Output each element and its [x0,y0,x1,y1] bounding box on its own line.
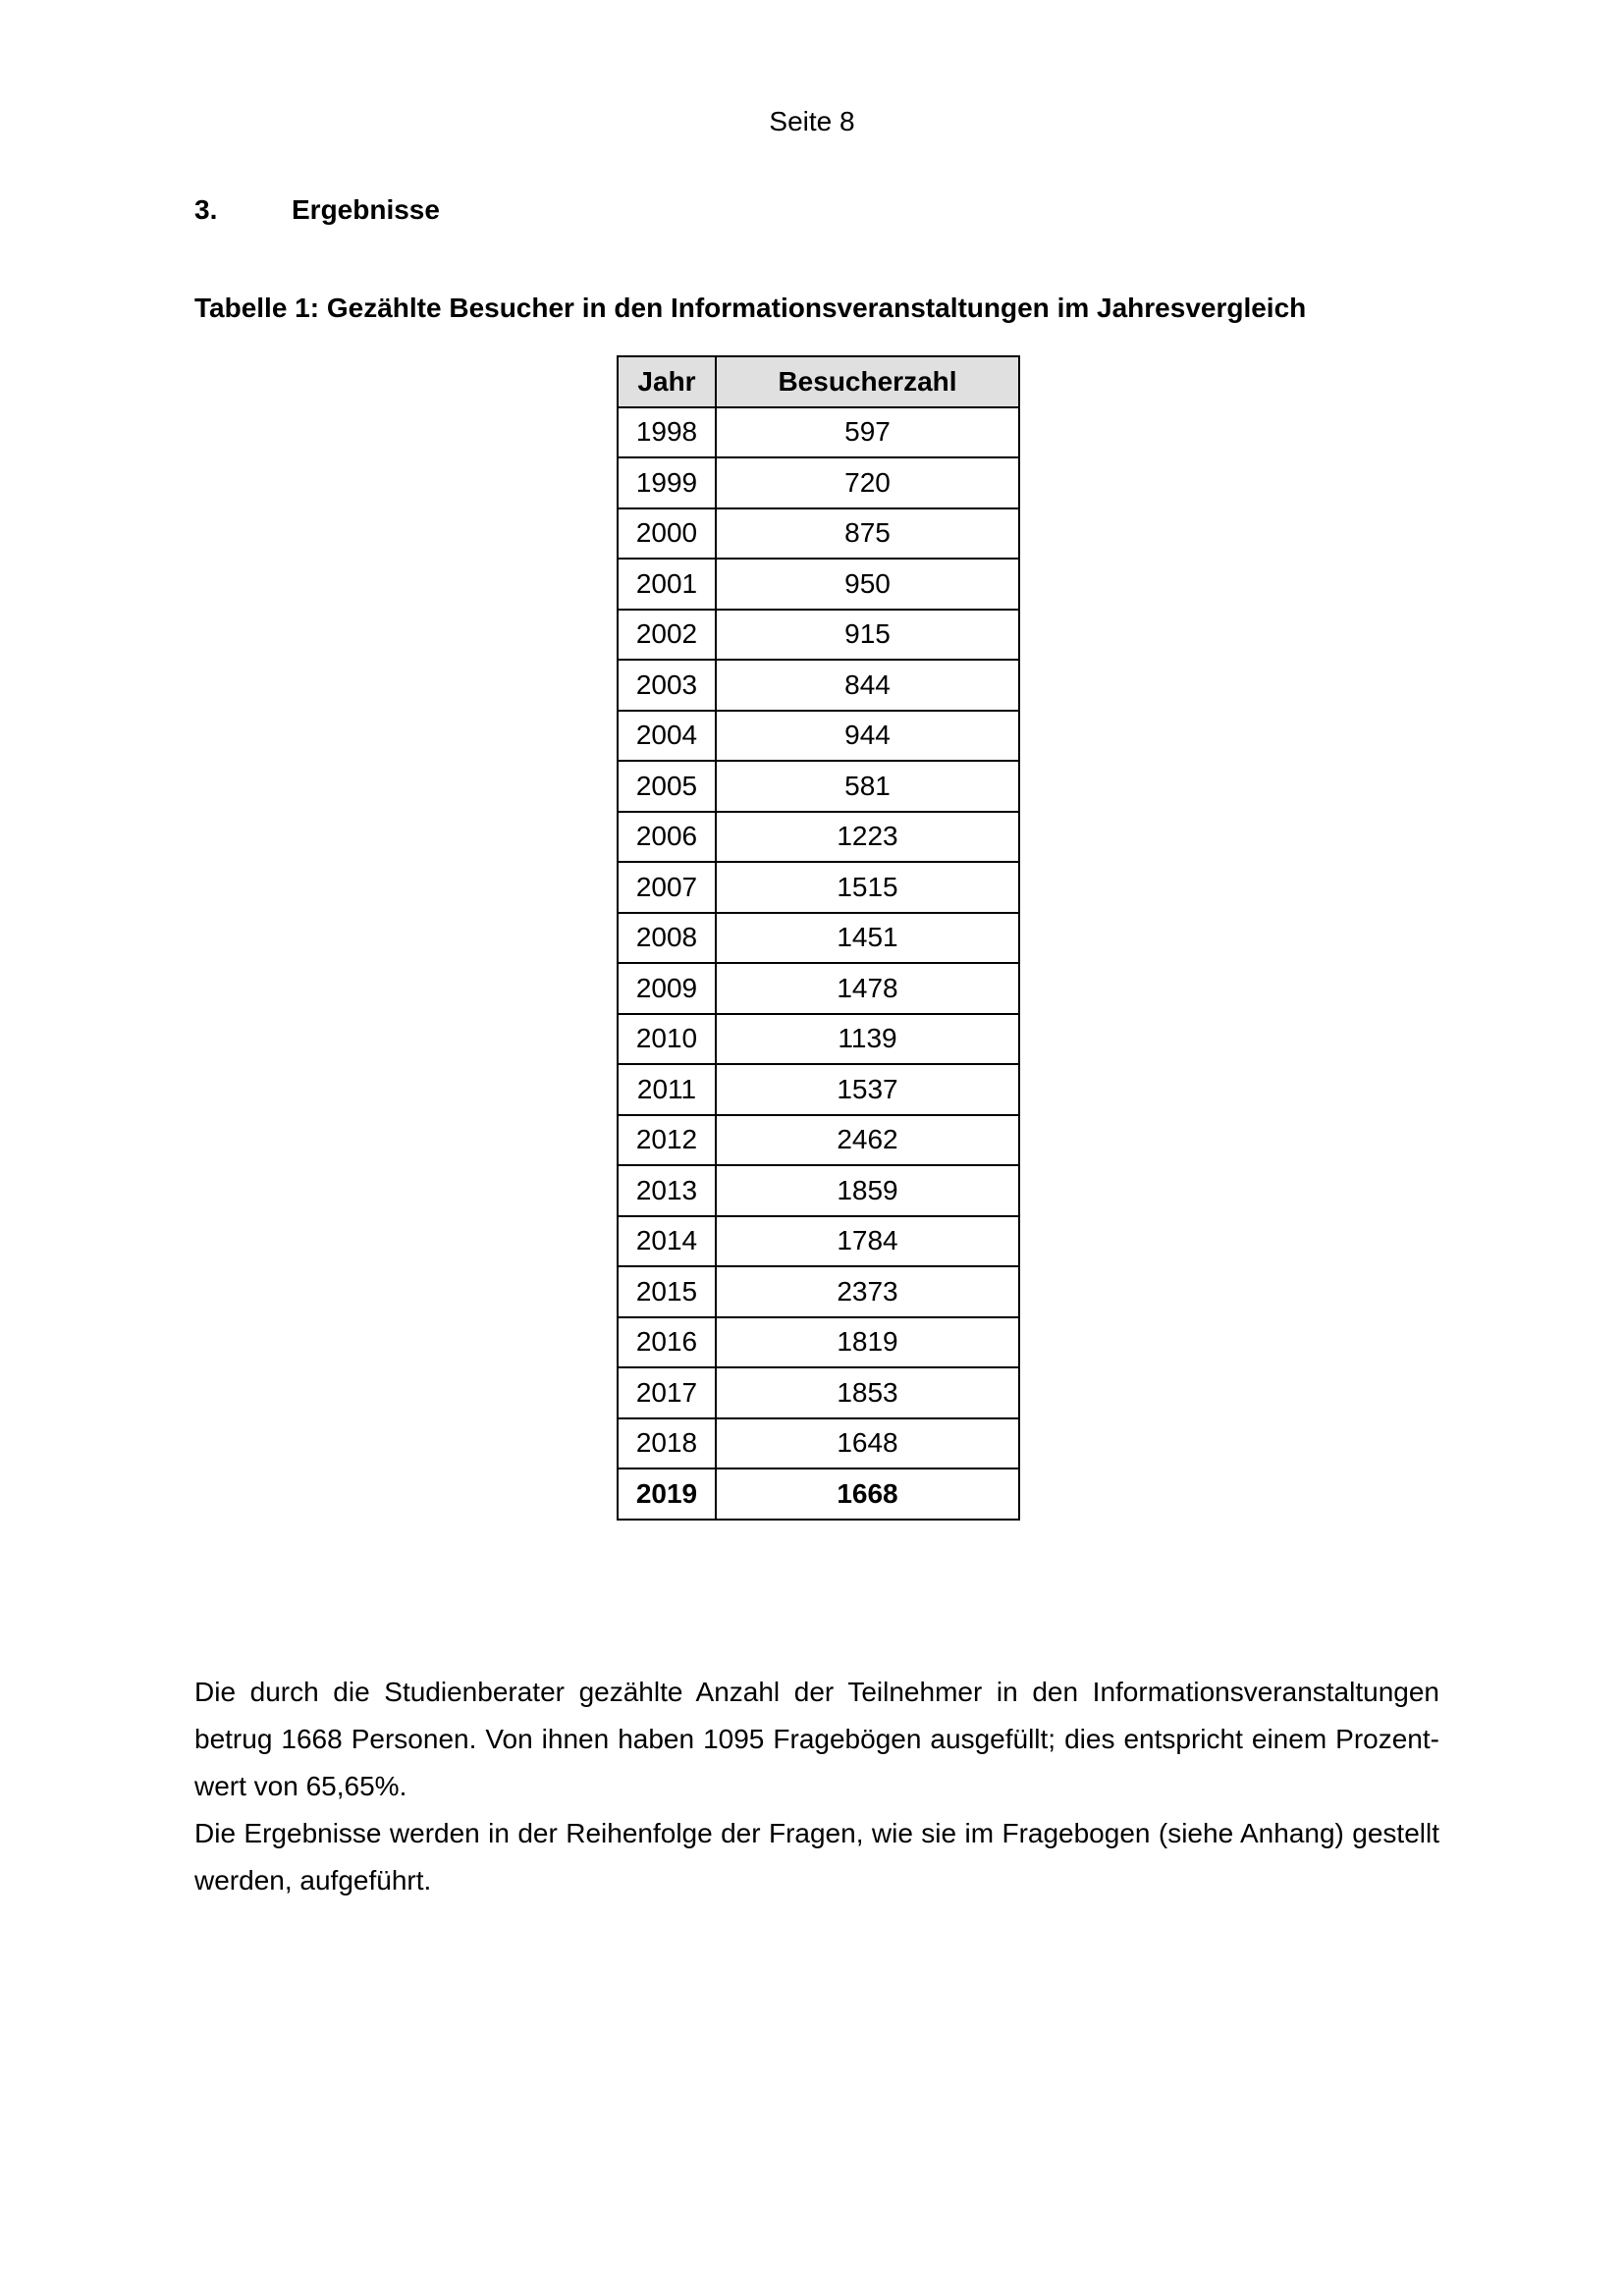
table-row [618,1165,1019,1216]
table-row [618,711,1019,762]
table-row [618,610,1019,661]
visitor-count-cell: 1859 [716,1165,1019,1216]
table-row [618,457,1019,508]
table-row-current-year [618,1468,1019,1520]
table-row [618,559,1019,610]
visitor-count-cell: 720 [716,457,1019,508]
table-row [618,1418,1019,1469]
body-paragraph: Die Ergebnisse werden in der Reihenfolge der Fragen, wie sie im Fragebogen (siehe Anhang) gestellt werden, aufgeführt. [194,1818,1439,1896]
visitor-count-cell: 1819 [716,1317,1019,1368]
table-row [618,812,1019,863]
visitor-count-cell: 2373 [716,1266,1019,1317]
table-row [618,407,1019,458]
page-header: Seite 8 [769,106,855,136]
year-cell: 2017 [618,1367,716,1418]
year-cell: 2007 [618,862,716,913]
table-row [618,1266,1019,1317]
year-cell: 2000 [618,508,716,560]
section-heading [194,192,440,228]
visitor-count-cell: 597 [716,407,1019,458]
visitor-count-cell: 581 [716,761,1019,812]
column-header-year: Jahr [618,356,716,407]
visitor-count-cell: 950 [716,559,1019,610]
visitor-count-cell: 875 [716,508,1019,560]
body-text [194,1669,1439,1904]
year-cell: 2003 [618,660,716,711]
year-cell: 2008 [618,913,716,964]
visitor-count-cell: 1668 [716,1468,1019,1520]
year-cell: 1998 [618,407,716,458]
table-row [618,1064,1019,1115]
visitor-count-cell: 944 [716,711,1019,762]
table-row [618,508,1019,560]
visitor-count-cell: 844 [716,660,1019,711]
table-row [618,963,1019,1014]
table-row [618,1014,1019,1065]
table-row [618,1216,1019,1267]
year-cell: 2004 [618,711,716,762]
year-cell: 2011 [618,1064,716,1115]
table-row [618,660,1019,711]
visitor-count-cell: 1139 [716,1014,1019,1065]
visitor-table [617,355,1020,1521]
year-cell: 2012 [618,1115,716,1166]
year-cell: 2001 [618,559,716,610]
year-cell: 2019 [618,1468,716,1520]
year-cell: 2018 [618,1418,716,1469]
year-cell: 2002 [618,610,716,661]
table-row [618,1115,1019,1166]
table-caption: Tabelle 1: Gezählte Besucher in den Informationsveranstaltungen im Jahresvergleich [194,293,1307,323]
visitor-count-cell: 1537 [716,1064,1019,1115]
year-cell: 1999 [618,457,716,508]
table-row [618,761,1019,812]
column-header-visitors: Besucherzahl [716,356,1019,407]
visitor-count-cell: 1223 [716,812,1019,863]
section-number: 3. [194,194,218,225]
visitor-count-cell: 1515 [716,862,1019,913]
year-cell: 2015 [618,1266,716,1317]
visitor-count-cell: 1648 [716,1418,1019,1469]
visitor-count-cell: 915 [716,610,1019,661]
table-row [618,1317,1019,1368]
visitor-count-cell: 1853 [716,1367,1019,1418]
year-cell: 2006 [618,812,716,863]
visitor-count-cell: 1784 [716,1216,1019,1267]
year-cell: 2005 [618,761,716,812]
year-cell: 2013 [618,1165,716,1216]
year-cell: 2014 [618,1216,716,1267]
visitor-count-cell: 1478 [716,963,1019,1014]
table-header-row [618,356,1019,407]
section-title: Ergebnisse [292,194,440,225]
year-cell: 2016 [618,1317,716,1368]
visitor-count-cell: 2462 [716,1115,1019,1166]
body-paragraph: Die durch die Studienberater gezählte Anzahl der Teilnehmer in den Informationsveranstaltungen betrug 1668 Personen. Von ihnen haben 1095 Fragebögen ausgefüllt; dies entspricht einem Prozent-wert von 65,65%. [194,1677,1439,1801]
year-cell: 2009 [618,963,716,1014]
table-row [618,862,1019,913]
visitor-count-cell: 1451 [716,913,1019,964]
table-row [618,913,1019,964]
year-cell: 2010 [618,1014,716,1065]
table-row [618,1367,1019,1418]
